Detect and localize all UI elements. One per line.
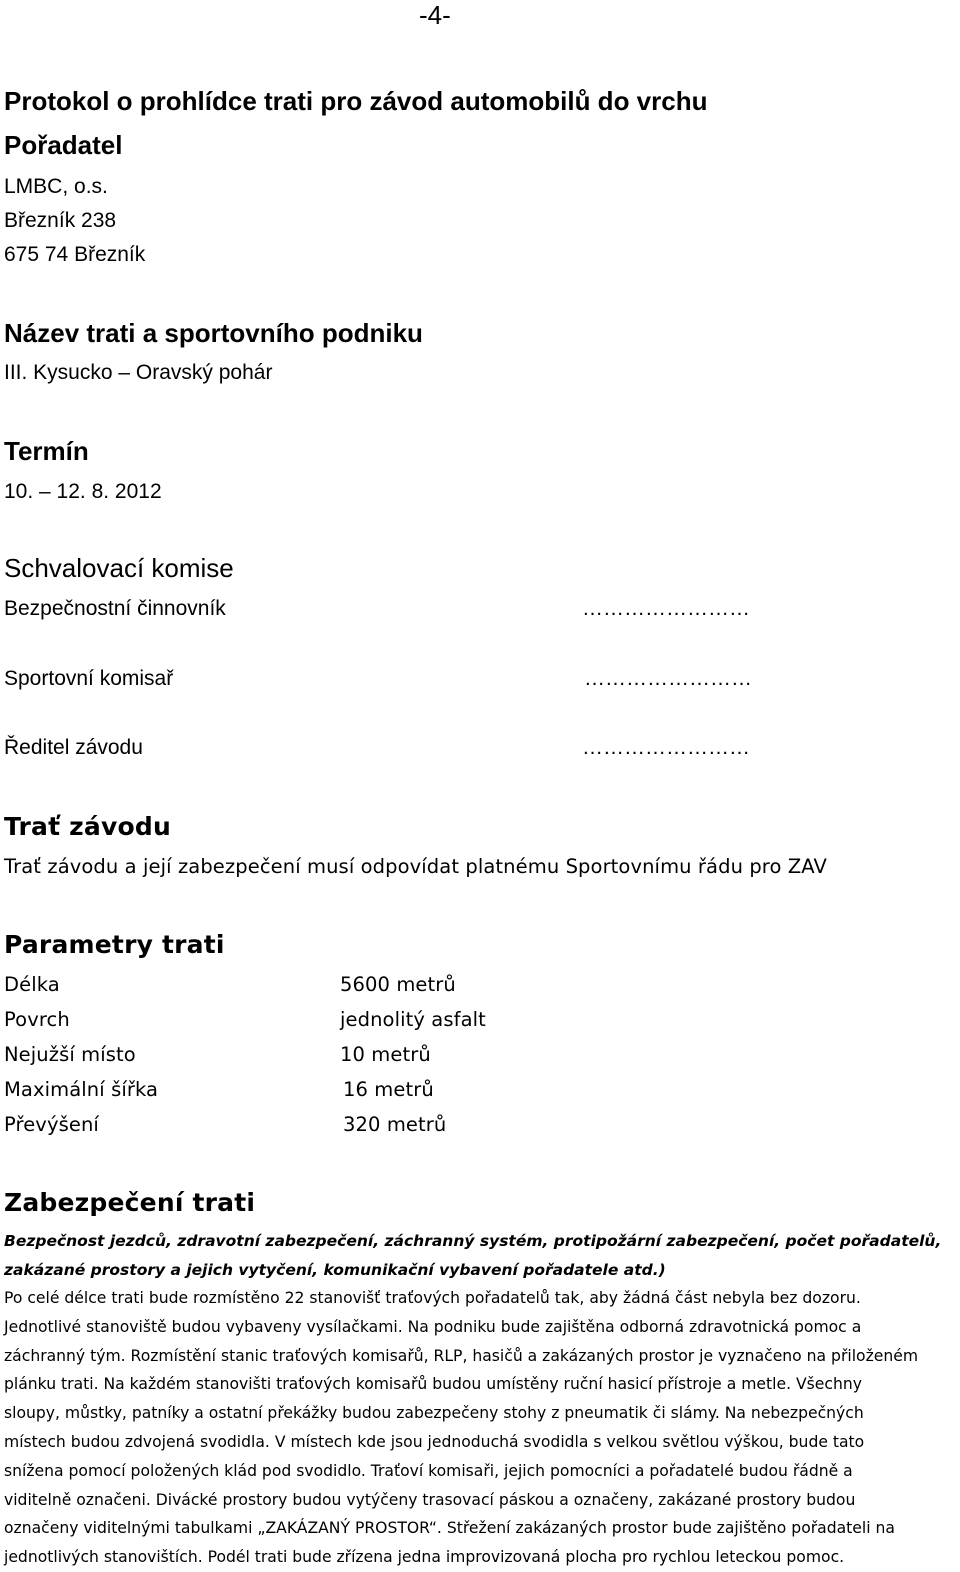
security-body-line: sloupy, můstky, patníky a ostatní překážky budou zabezpečeny stohy z pneumatik či slámy. Na nebezpečných (4, 1404, 864, 1423)
commission-role: Ředitel závodu (4, 736, 143, 759)
security-body-line: Po celé délce trati bude rozmístěno 22 stanovišť traťových pořadatelů tak, aby žádná část nebyla bez dozoru. (4, 1289, 861, 1307)
parameter-value: 5600 metrů (340, 973, 456, 996)
parameter-label: Povrch (4, 1008, 70, 1031)
track-heading: Trať závodu (4, 812, 171, 841)
security-body-line: Jednotlivé stanoviště budou vybaveny vysílačkami. Na podniku bude zajištěna odborná zdravotnická pomoc a (4, 1317, 862, 1336)
commission-heading: Schvalovací komise (4, 553, 234, 583)
parameter-label: Délka (4, 973, 60, 996)
parameter-value: 320 metrů (343, 1113, 447, 1136)
organizer-street: Březník 238 (4, 209, 117, 232)
security-body-line: plánku trati. Na každém stanovišti traťových komisařů budou umístěny ruční hasicí přístroje a metle. Všechny (4, 1375, 862, 1394)
parameter-value: 10 metrů (340, 1043, 431, 1066)
track-text: Trať závodu a její zabezpečení musí odpovídat platnému Sportovnímu řádu pro ZAV (4, 855, 827, 878)
parameter-label: Nejužší místo (4, 1043, 136, 1066)
parameter-label: Maximální šířka (4, 1078, 159, 1101)
security-note-line: zakázané prostory a jejich vytyčení, komunikační vybavení pořadatele atd.) (4, 1261, 666, 1279)
security-heading: Zabezpečení trati (4, 1188, 256, 1217)
parameter-value: 16 metrů (343, 1078, 434, 1101)
document-title: Protokol o prohlídce trati pro závod automobilů do vrchu (4, 86, 708, 116)
security-body-line: snížena pomocí položených klád pod svodidlo. Traťoví komisaři, jejich pomocníci a pořadatelé budou řádně a (4, 1461, 853, 1480)
security-body-line: označeny viditelnými tabulkami „ZAKÁZANÝ PROSTOR“. Střežení zakázaných prostor bude zajištěno pořadateli na (4, 1519, 895, 1538)
signature-line: …………………… (582, 736, 750, 759)
security-body-line: místech budou zdvojená svodidla. V místech kde jsou jednoduchá svodidla s velkou světlou výškou, bude tato (4, 1432, 865, 1451)
organizer-heading: Pořadatel (4, 130, 123, 160)
security-body-line: jednotlivých stanovištích. Podél trati bude zřízena jedna improvizovaná plocha pro rychlou leteckou pomoc. (4, 1548, 845, 1567)
parameter-label: Převýšení (4, 1113, 99, 1136)
parameter-value: jednolitý asfalt (340, 1008, 486, 1031)
commission-role: Bezpečnostní činnovník (4, 597, 226, 620)
organizer-name: LMBC, o.s. (4, 175, 108, 198)
term-heading: Termín (4, 436, 89, 466)
event-heading: Název trati a sportovního podniku (4, 318, 423, 348)
organizer-city: 675 74 Březník (4, 243, 146, 266)
security-body (4, 1284, 918, 1572)
event-name: III. Kysucko – Oravský pohár (4, 361, 273, 384)
security-note-line: Bezpečnost jezdců, zdravotní zabezpečení, záchranný systém, protipožární zabezpečení, počet pořadatelů, (4, 1232, 942, 1250)
commission-role: Sportovní komisař (4, 667, 174, 690)
signature-line: …………………… (582, 597, 750, 620)
security-body-line: viditelně označeni. Divácké prostory budou vytýčeny trasovací páskou a označeny, zakázané prostory budou (4, 1490, 856, 1509)
signature-line: …………………… (584, 667, 752, 690)
term-date: 10. – 12. 8. 2012 (4, 480, 162, 503)
security-body-line: záchranný tým. Rozmístění stanic traťových komisařů, RLP, hasičů a zakázaných prostor je vyznačeno na přiloženém (4, 1346, 919, 1365)
page-number: -4- (419, 0, 451, 30)
parameters-heading: Parametry trati (4, 930, 225, 959)
